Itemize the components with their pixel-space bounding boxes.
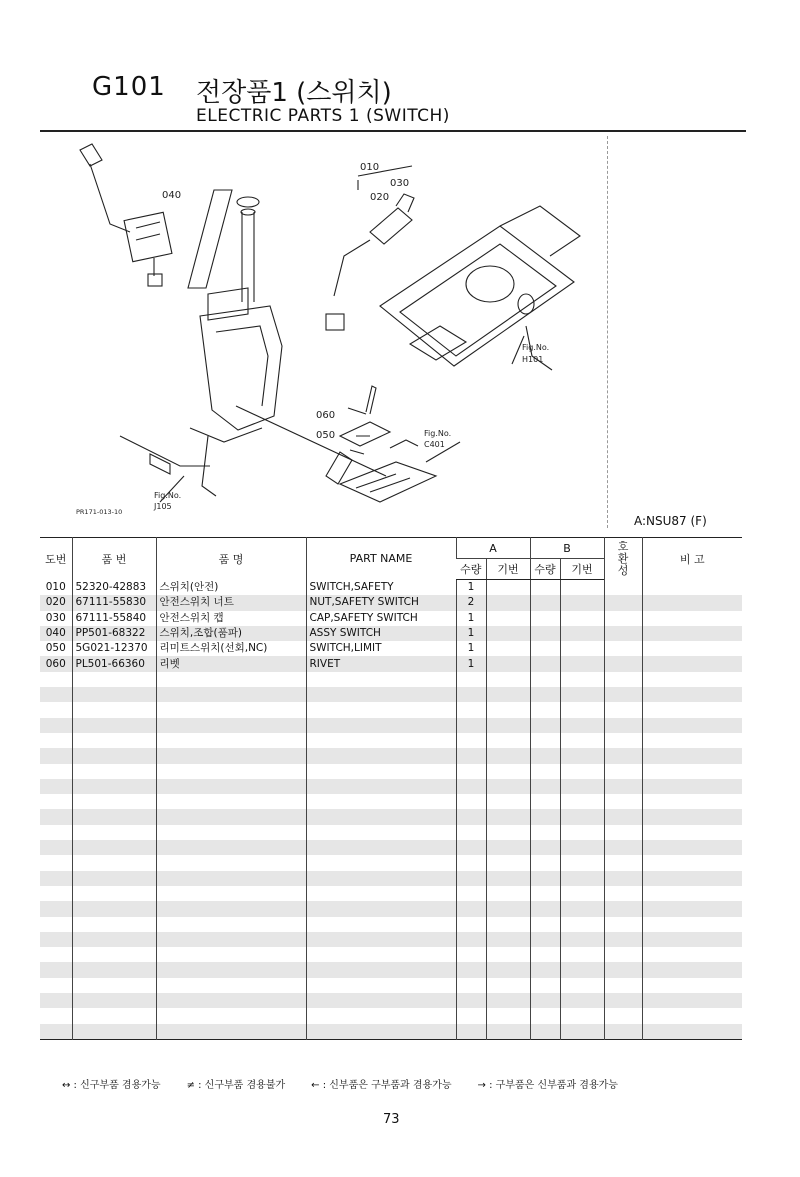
header-part-no: 품 번: [72, 538, 156, 580]
header-group-a: A: [456, 538, 530, 559]
cell-qty-a: 1: [456, 611, 486, 626]
table-row: [40, 656, 742, 671]
empty-table-row: [40, 764, 742, 779]
header-interchange: 호환성: [604, 538, 642, 580]
legend-item: → : 구부품은 신부품과 겸용가능: [477, 1080, 618, 1091]
cell-part-name: ASSY SWITCH: [306, 626, 456, 641]
cell-part-no: PL501-66360: [72, 656, 156, 671]
empty-table-row: [40, 947, 742, 962]
empty-table-row: [40, 901, 742, 916]
cell-name-ko: 리미트스위치(선회,NC): [156, 641, 306, 656]
empty-table-row: [40, 855, 742, 870]
safety-switch-connector: [326, 314, 344, 330]
empty-table-row: [40, 978, 742, 993]
empty-table-row: [40, 962, 742, 977]
table-row: [40, 626, 742, 641]
table-row: [40, 641, 742, 656]
empty-table-row: [40, 825, 742, 840]
title-rule: [40, 130, 746, 132]
lever-handle: [80, 144, 102, 166]
header-base-a: 기번: [486, 559, 530, 580]
table-row: [40, 595, 742, 610]
empty-table-row: [40, 886, 742, 901]
callout-040: 040: [162, 190, 182, 201]
empty-table-row: [40, 794, 742, 809]
cell-name-ko: 스위치(안전): [156, 580, 306, 596]
legend-item: ← : 신부품은 구부품과 겸용가능: [311, 1080, 452, 1091]
empty-table-row: [40, 1024, 742, 1040]
page-number: 73: [383, 1112, 400, 1127]
callout-030: 030: [390, 178, 410, 189]
drawing-code: PR171-013-10: [76, 508, 123, 516]
page-code: G101: [92, 72, 166, 102]
cell-no: 030: [45, 611, 66, 624]
empty-table-row: [40, 702, 742, 717]
legend-item: ≠ : 신구부품 겸용불가: [186, 1080, 286, 1091]
cell-name-ko: 안전스위치 너트: [156, 595, 306, 610]
parts-table: [40, 537, 742, 1040]
cell-part-no: 67111-55830: [72, 595, 156, 610]
safety-switch-body: [370, 208, 412, 244]
fig-label-j105: Fig.No.: [154, 491, 182, 500]
cell-no: 010: [45, 580, 66, 593]
diagram-divider: [607, 136, 608, 528]
header-remarks: 비 고: [642, 538, 742, 580]
header-no: 도번: [45, 552, 67, 566]
header-base-b: 기번: [560, 559, 604, 580]
fig-label-c401: Fig.No.: [424, 429, 452, 438]
header-part-name: PART NAME: [306, 538, 456, 580]
model-note: A:NSU87 (F): [634, 514, 707, 528]
cell-no: 040: [40, 626, 72, 641]
empty-table-row: [40, 809, 742, 824]
cell-part-name: RIVET: [306, 656, 456, 671]
cell-part-name: SWITCH,SAFETY: [306, 580, 456, 596]
cell-part-no: 52320-42883: [72, 580, 156, 596]
exploded-parts-diagram: [40, 136, 606, 526]
empty-table-row: [40, 748, 742, 763]
page-title-english: ELECTRIC PARTS 1 (SWITCH): [196, 106, 450, 126]
empty-table-row: [40, 718, 742, 733]
callout-060: 060: [316, 410, 336, 421]
empty-table-row: [40, 672, 742, 687]
cell-no: 020: [40, 595, 72, 610]
empty-rows: [40, 672, 742, 1040]
legend-item: ↔ : 신구부품 겸용가능: [62, 1080, 161, 1091]
header-group-b: B: [530, 538, 604, 559]
limit-switch-bracket: [340, 462, 436, 502]
empty-table-row: [40, 993, 742, 1008]
cell-name-ko: 리벳: [156, 656, 306, 671]
cell-no: 060: [40, 656, 72, 671]
header-qty-a: 수량: [456, 559, 486, 580]
callout-050: 050: [316, 430, 336, 441]
cell-part-name: SWITCH,LIMIT: [306, 641, 456, 656]
empty-table-row: [40, 1008, 742, 1023]
cell-name-ko: 안전스위치 캡: [156, 611, 306, 626]
cell-qty-a: 1: [456, 580, 486, 596]
page-title-korean: 전장품1 (스위치): [196, 78, 392, 108]
empty-table-row: [40, 779, 742, 794]
gauge-opening: [466, 266, 514, 302]
empty-table-row: [40, 733, 742, 748]
cell-part-name: CAP,SAFETY SWITCH: [306, 611, 456, 626]
cell-qty-a: 2: [456, 595, 486, 610]
cell-name-ko: 스위치,조합(품파): [156, 626, 306, 641]
cell-part-no: 5G021-12370: [72, 641, 156, 656]
assy-switch-connector: [148, 274, 162, 286]
cell-part-name: NUT,SAFETY SWITCH: [306, 595, 456, 610]
empty-table-row: [40, 917, 742, 932]
fig-ref-h101: H101: [522, 355, 544, 364]
cell-no: 050: [45, 642, 66, 655]
empty-table-row: [40, 687, 742, 702]
compatibility-legend: [62, 1076, 618, 1091]
header-qty-b: 수량: [530, 559, 560, 580]
empty-table-row: [40, 932, 742, 947]
header-name-ko: 품 명: [156, 538, 306, 580]
callout-020: 020: [370, 192, 390, 203]
cell-part-no: PP501-68322: [72, 626, 156, 641]
empty-table-row: [40, 840, 742, 855]
empty-table-row: [40, 871, 742, 886]
table-row: [40, 580, 742, 596]
fig-label-h101: Fig.No.: [522, 343, 550, 352]
cell-part-no: 67111-55840: [72, 611, 156, 626]
callout-010: 010: [360, 162, 380, 173]
cell-qty-a: 1: [456, 626, 486, 641]
fig-ref-c401: C401: [424, 440, 445, 449]
cell-qty-a: 1: [456, 656, 486, 671]
cell-qty-a: 1: [456, 641, 486, 656]
fig-ref-j105: J105: [154, 502, 172, 511]
table-row: [40, 611, 742, 626]
